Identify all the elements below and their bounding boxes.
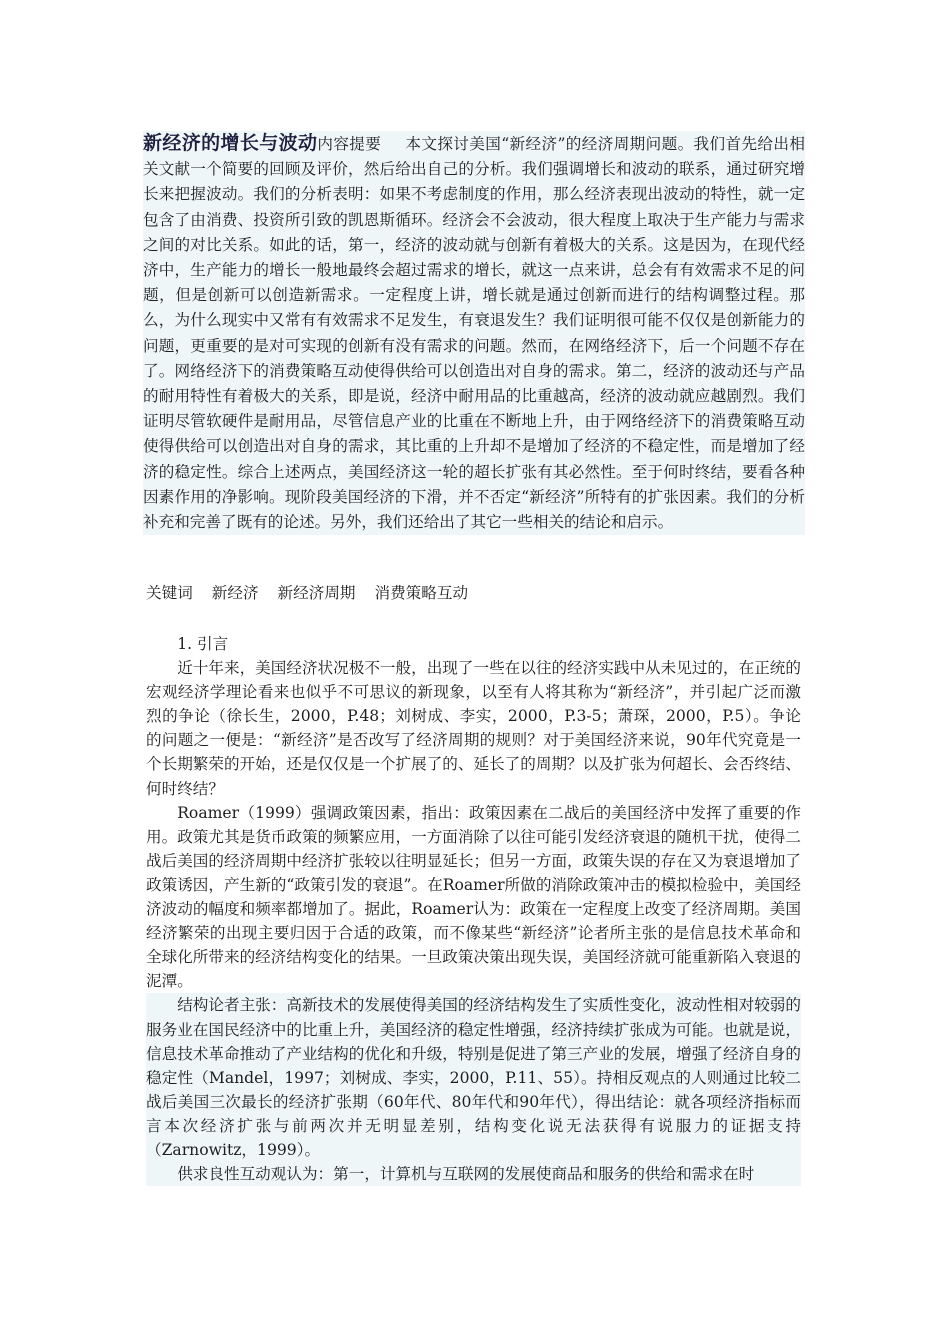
abstract-block [143, 131, 805, 535]
paragraph: 供求良性互动观认为：第一，计算机与互联网的发展使商品和服务的供给和需求在时 [146, 1162, 801, 1186]
abstract-text: 本文探讨美国“新经济”的经济周期问题。我们首先给出相关文献一个简要的回顾及评价，然后给出自己的分析。我们强调增长和波动的联系，通过研究增长来把握波动。我们的分析表明：如果不考虑制度的作用，那么经济表现出波动的特性，就一定包含了由消费、投资所引致的凯恩斯循环。经济会不会波动，很大程度上取决于生产能力与需求之间的对比关系。如此的话，第一，经济的波动就与创新有着极大的关系。这是因为，在现代经济中，生产能力的增长一般地最终会超过需求的增长，就这一点来讲，总会有有效需求不足的问题，但是创新可以创造新需求。一定程度上讲，增长就是通过创新而进行的结构调整过程。那么，为什么现实中又常有有效需求不足发生，有衰退发生？我们证明很可能不仅仅是创新能力的问题，更重要的是对可实现的创新有没有需求的问题。然而，在网络经济下，后一个问题不存在了。网络经济下的消费策略互动使得供给可以创造出对自身的需求。第二，经济的波动还与产品的耐用特性有着极大的关系，即是说，经济中耐用品的比重越高，经济的波动就应越剧烈。我们证明尽管软硬件是耐用品，尽管信息产业的比重在不断地上升，由于网络经济下的消费策略互动使得供给可以创造出对自身的需求，其比重的上升却不是增加了经济的不稳定性，而是增加了经济的稳定性。综合上述两点，美国经济这一轮的超长扩张有其必然性。至于何时终结，要看各种因素作用的净影响。现阶段美国经济的下滑，并不否定“新经济”所特有的扩张因素。我们的分析补充和完善了既有的论述。另外，我们还给出了其它一些相关的结论和启示。 [143, 135, 805, 532]
keywords-line [146, 581, 482, 606]
paragraph: Roamer（1999）强调政策因素，指出：政策因素在二战后的美国经济中发挥了重要的作用。政策尤其是货币政策的频繁应用，一方面消除了以往可能引发经济衰退的随机干扰，使得二战后美国的经济周期中经济扩张较以往明显延长；但另一方面，政策失误的存在又为衰退增加了政策诱因，产生新的“政策引发的衰退”。在Roamer所做的消除政策冲击的模拟检验中，美国经济波动的幅度和频率都增加了。据此，Roamer认为：政策在一定程度上改变了经济周期。美国经济繁荣的出现主要归因于合适的政策，而不像某些“新经济”论者所主张的是信息技术革命和全球化所带来的经济结构变化的结果。一旦政策决策出现失误，美国经济就可能重新陷入衰退的泥潭。 [146, 803, 801, 991]
section-heading: 1. 引言 [177, 635, 229, 653]
paragraph: 近十年来，美国经济状况极不一般，出现了一些在以往的经济实践中从未见过的，在正统的宏观经济学理论看来也似乎不可思议的新现象，以至有人将其称为“新经济”，并引起广泛而激烈的争论（徐长生，2000，P.48；刘树成、李实，2000，P.3-5；萧琛，2000，P.5）。争论的问题之一便是：“新经济”是否改写了经济周期的规则？对于美国经济来说，90年代究竟是一个长期繁荣的开始，还是仅仅是一个扩展了的、延长了的周期？以及扩张为何超长、会否终结、何时终结？ [146, 659, 801, 798]
body-text [146, 632, 801, 1186]
keyword: 新经济 [211, 584, 259, 602]
keyword: 新经济周期 [277, 584, 356, 602]
paragraph: 结构论者主张：高新技术的发展使得美国的经济结构发生了实质性变化，波动性相对较弱的服务业在国民经济中的比重上升，美国经济的稳定性增强，经济持续扩张成为可能。也就是说，信息技术革命推动了产业结构的优化和升级，特别是促进了第三产业的发展，增强了经济自身的稳定性（Mandel，1997；刘树成、李实，2000，P.11、55）。持相反观点的人则通过比较二战后美国三次最长的经济扩张期（60年代、80年代和90年代），得出结论：就各项经济指标而言本次经济扩张与前两次并无明显差别，结构变化说无法获得有说服力的证据支持（Zarnowitz，1999）。 [146, 993, 801, 1162]
keywords-label: 关键词 [146, 584, 193, 602]
article-title: 新经济的增长与波动 [143, 132, 318, 154]
keyword: 消费策略互动 [374, 584, 469, 602]
abstract-label: 内容提要 [317, 135, 382, 153]
